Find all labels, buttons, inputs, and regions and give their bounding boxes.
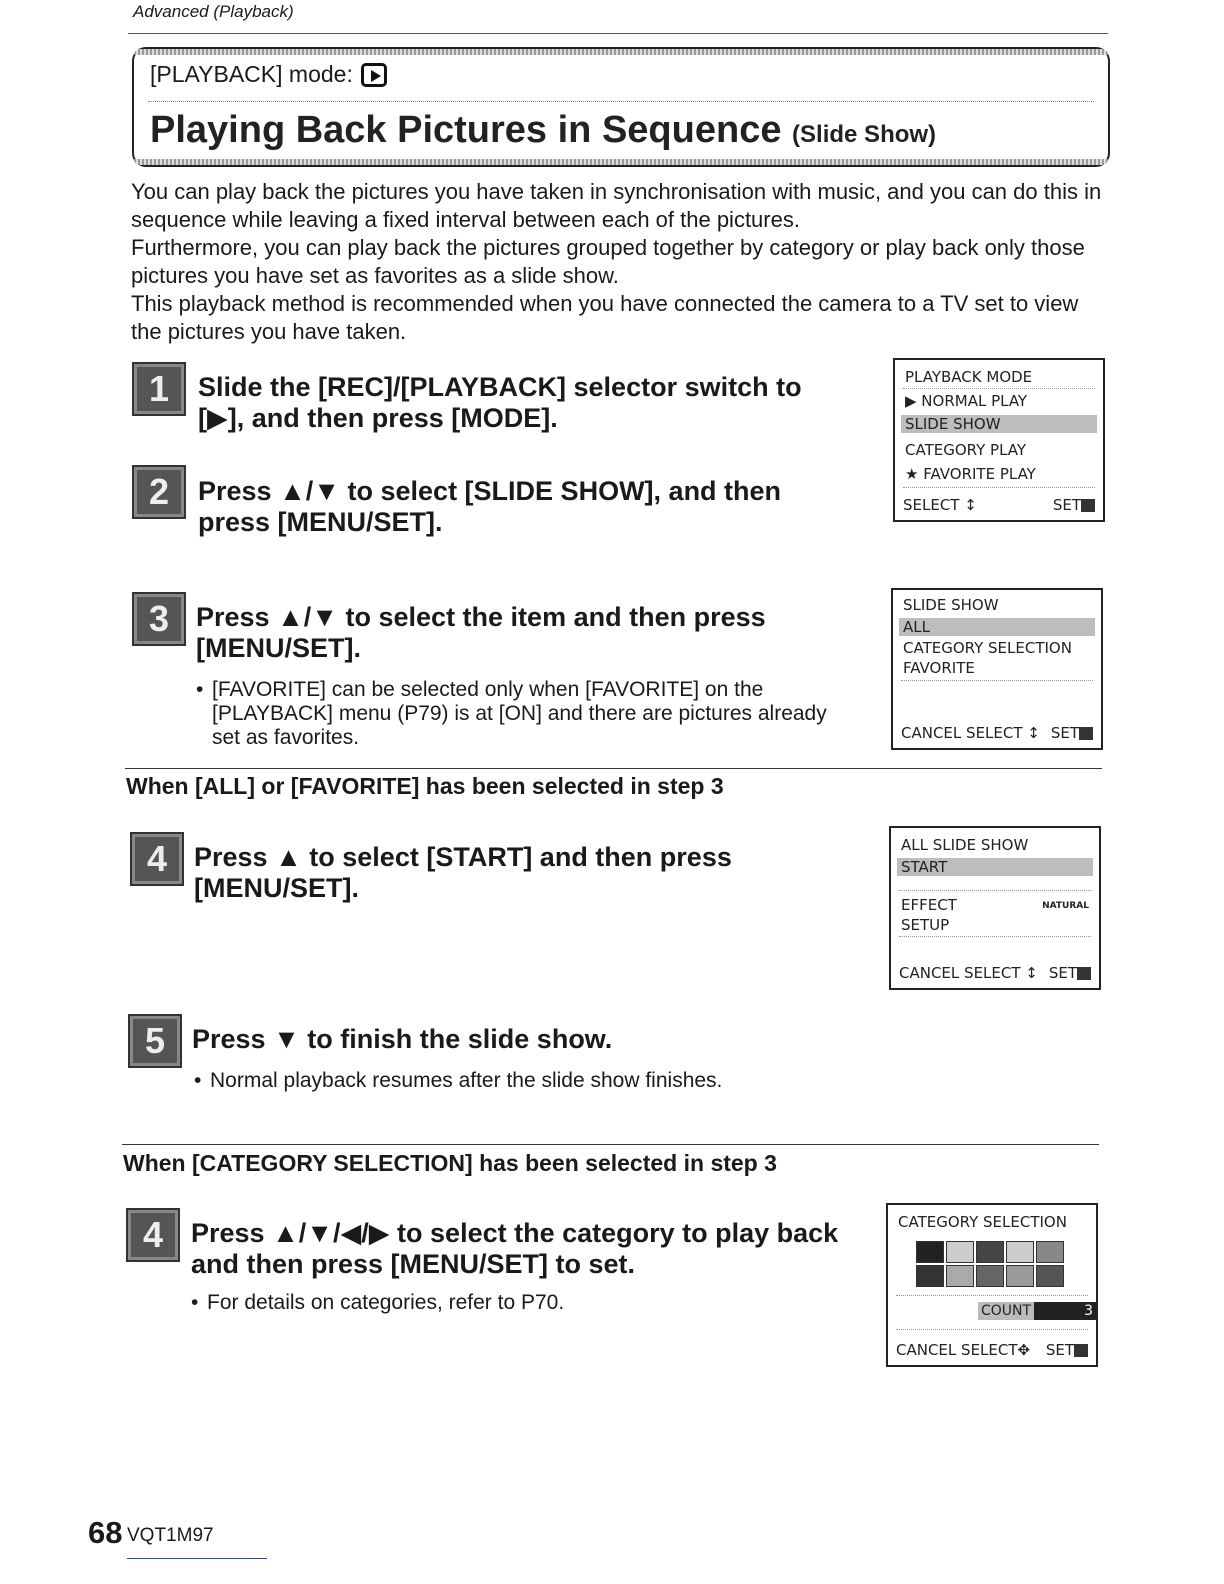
step-3-text: Press ▲/▼ to select the item and then press [MENU/SET]. — [196, 602, 766, 663]
footer-select: SELECT ↕ — [964, 964, 1038, 982]
category-icon — [916, 1265, 944, 1287]
menu-item-all: ALL — [899, 618, 1095, 636]
screen-footer — [899, 964, 1091, 982]
count-label: COUNT — [978, 1302, 1034, 1320]
mode-label: [PLAYBACK] mode: — [150, 61, 353, 87]
intro-text — [131, 178, 1111, 346]
all-slide-show-screen — [889, 826, 1101, 990]
screen-divider — [899, 890, 1091, 891]
footer-cancel: CANCEL — [899, 964, 960, 982]
category-icon-grid — [916, 1241, 1064, 1287]
playback-mode-screen — [893, 358, 1105, 522]
screen-divider — [899, 936, 1091, 937]
page-title-main: Playing Back Pictures in Sequence — [150, 109, 782, 151]
footer-set: SET — [1048, 964, 1077, 982]
title-band-top — [134, 49, 1108, 55]
step-5-text: Press ▼ to finish the slide show. — [192, 1024, 613, 1054]
step-3-note: • [FAVORITE] can be selected only when [FAVORITE] on the [PLAYBACK] menu (P79) is at [ON] and there are pictures already set as favorites. — [212, 678, 832, 750]
intro-paragraph: This playback method is recommended when you have connected the camera to a TV set to view the pictures you have taken. — [131, 291, 1079, 344]
screen-divider — [903, 487, 1095, 488]
category-icon — [1036, 1241, 1064, 1263]
playback-mode-icon — [361, 63, 387, 87]
set-icon — [1077, 967, 1091, 980]
step-2-text: Press ▲/▼ to select [SLIDE SHOW], and then press [MENU/SET]. — [198, 476, 782, 537]
set-icon — [1079, 727, 1093, 740]
title-band-bottom — [134, 159, 1108, 165]
condition-heading-category: When [CATEGORY SELECTION] has been selected in step 3 — [123, 1150, 777, 1176]
menu-item-category-selection: CATEGORY SELECTION — [903, 639, 1072, 657]
count-value: 3 — [1034, 1302, 1096, 1320]
screen-divider — [896, 1329, 1088, 1330]
screen-title: SLIDE SHOW — [903, 596, 999, 614]
category-selection-screen — [886, 1203, 1098, 1367]
effect-label: EFFECT — [901, 896, 957, 914]
step-1-text: Slide the [REC]/[PLAYBACK] selector switch to [▶], and then press [MODE]. — [198, 372, 802, 433]
footer-set: SET — [1052, 496, 1081, 514]
menu-item-favorite: FAVORITE — [903, 659, 975, 677]
screen-footer — [901, 724, 1093, 742]
category-icon — [946, 1241, 974, 1263]
page-number: 68 — [88, 1515, 123, 1550]
section-rule — [125, 768, 1102, 769]
set-icon — [1074, 1344, 1088, 1357]
menu-item-start: START — [897, 858, 1093, 876]
category-icon — [976, 1241, 1004, 1263]
title-box — [132, 47, 1110, 167]
step-2-icon: 2 — [132, 465, 186, 519]
set-icon — [1081, 499, 1095, 512]
step-3-icon: 3 — [132, 592, 186, 646]
category-icon — [1036, 1265, 1064, 1287]
slide-show-screen — [891, 588, 1103, 750]
condition-heading-all-favorite: When [ALL] or [FAVORITE] has been selected in step 3 — [126, 773, 724, 799]
screen-footer — [896, 1341, 1088, 1359]
count-bar — [978, 1303, 1096, 1319]
effect-value: NATURAL — [1042, 901, 1089, 911]
section-rule — [122, 1144, 1099, 1145]
footer-select: SELECT ↕ — [903, 496, 977, 514]
footer-select: SELECT✥ — [961, 1341, 1031, 1359]
step-4-icon: 4 — [130, 832, 184, 886]
step-1-icon: 1 — [132, 362, 186, 416]
footer-cancel: CANCEL — [896, 1341, 957, 1359]
step-4-text: Press ▲ to select [START] and then press [MENU/SET]. — [194, 842, 732, 903]
footer-cancel: CANCEL — [901, 724, 962, 742]
title-divider — [148, 101, 1094, 102]
intro-paragraph: You can play back the pictures you have taken in synchronisation with music, and you can do this in sequence while leaving a fixed interval between each of the pictures. — [131, 179, 1102, 232]
menu-item-favorite-play: ★ FAVORITE PLAY — [905, 465, 1036, 483]
screen-title: PLAYBACK MODE — [905, 368, 1033, 386]
menu-item-setup: SETUP — [901, 916, 950, 934]
step-5-note: • Normal playback resumes after the slide show finishes. — [210, 1069, 830, 1093]
menu-item-slide-show: SLIDE SHOW — [901, 415, 1097, 433]
screen-footer — [903, 496, 1095, 514]
footer-set: SET — [1045, 1341, 1074, 1359]
step-4-category-text: Press ▲/▼/◀/▶ to select the category to play back and then press [MENU/SET] to set. — [191, 1218, 839, 1279]
step-4-category-note: • For details on categories, refer to P70. — [207, 1291, 827, 1315]
section-tag: Advanced (Playback) — [133, 2, 294, 21]
menu-item-category-play: CATEGORY PLAY — [905, 441, 1027, 459]
step-5-icon: 5 — [128, 1014, 182, 1068]
screen-divider — [896, 1295, 1088, 1296]
category-icon — [1006, 1241, 1034, 1263]
page-title — [150, 109, 936, 152]
category-icon — [1006, 1265, 1034, 1287]
header-rule — [128, 33, 1108, 34]
screen-divider — [903, 388, 1095, 389]
page-title-sub: (Slide Show) — [792, 121, 937, 148]
model-code: VQT1M97 — [127, 1525, 214, 1546]
category-icon — [976, 1265, 1004, 1287]
screen-title: ALL SLIDE SHOW — [901, 836, 1029, 854]
footer-set: SET — [1050, 724, 1079, 742]
screen-divider — [901, 680, 1093, 681]
category-icon — [946, 1265, 974, 1287]
screen-title: CATEGORY SELECTION — [898, 1213, 1067, 1231]
footer-rule — [127, 1558, 267, 1559]
mode-line — [150, 61, 387, 88]
menu-item-normal-play: ▶ NORMAL PLAY — [905, 392, 1028, 410]
category-icon — [916, 1241, 944, 1263]
intro-paragraph: Furthermore, you can play back the pictures grouped together by category or play back only those pictures you have set as favorites as a slide show. — [131, 235, 1085, 288]
step-4-icon: 4 — [126, 1208, 180, 1262]
footer-select: SELECT ↕ — [966, 724, 1040, 742]
